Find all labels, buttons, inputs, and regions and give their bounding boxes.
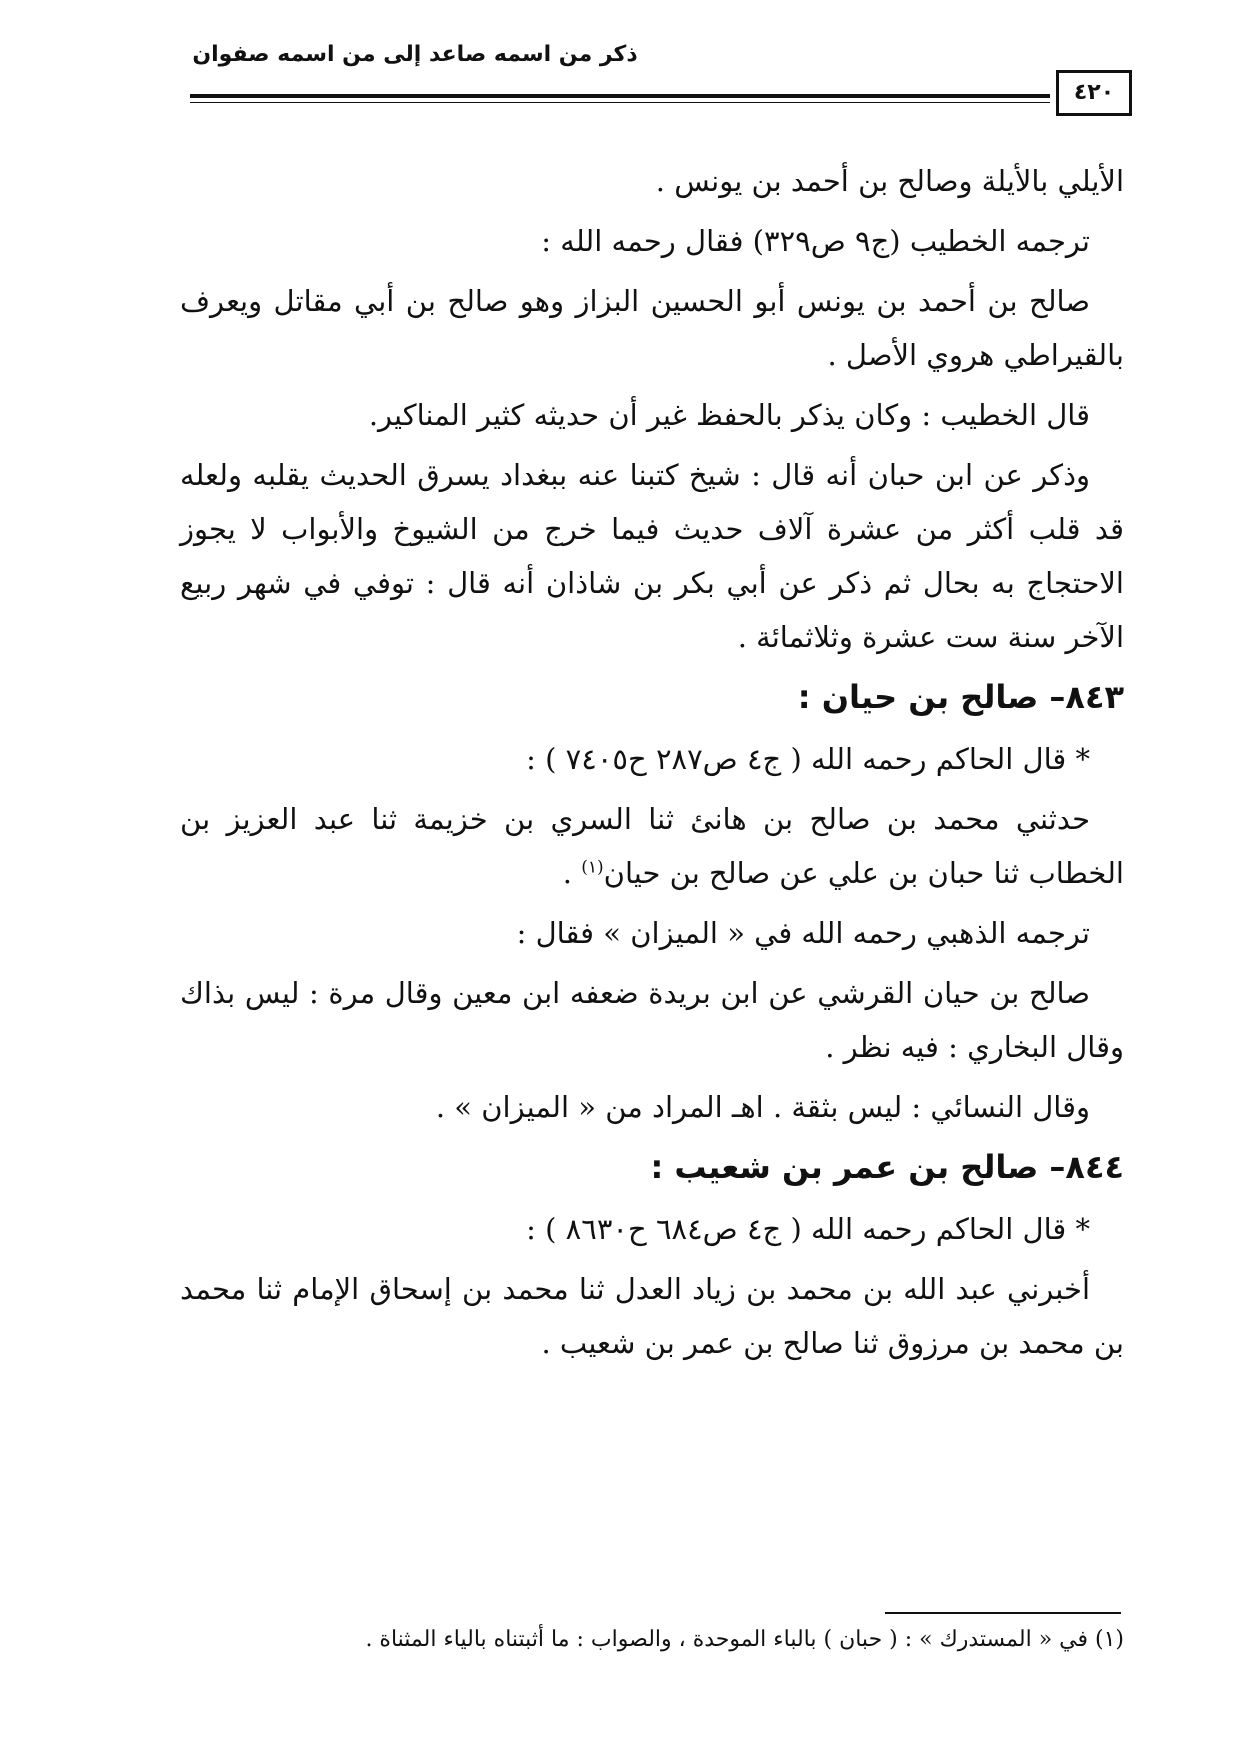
footnote-marker: (١) (581, 857, 604, 878)
paragraph: وقال النسائي : ليس بثقة . اهـ المراد من « الميزان » . (435, 1090, 1090, 1124)
main-text (180, 154, 1124, 1376)
paragraph: وذكر عن ابن حبان أنه قال : شيخ كتبنا عنه ببغداد يسرق الحديث يقلبه ولعله قد قلب أكثر من عشرة آلاف حديث فيما خرج من الشيوخ والأبواب لا يجوز الاحتجاج به بحال ثم ذكر عن أبي بكر بن شاذان أنه قال : توفي في شهر ربيع الآخر سنة ست عشرة وثلاثمائة . (180, 458, 1124, 654)
footnote-separator (885, 1612, 1121, 1614)
paragraph: قال الخطيب : وكان يذكر بالحفظ غير أن حديثه كثير المناكير. (368, 398, 1090, 432)
paragraph: الأيلي بالأيلة وصالح بن أحمد بن يونس . (655, 164, 1124, 198)
source-citation: * قال الحاكم رحمه الله ( ج٤ ص٢٨٧ ح٧٤٠٥ ) : (526, 742, 1090, 776)
header-rule-thin (190, 102, 1050, 103)
source-citation: * قال الحاكم رحمه الله ( ج٤ ص٦٨٤ ح٨٦٣٠ ) : (526, 1212, 1090, 1246)
entry-heading-843: ٨٤٣– صالح بن حيان : (797, 678, 1124, 716)
paragraph: ترجمه الذهبي رحمه الله في « الميزان » فقال : (516, 916, 1090, 950)
entry-heading-844: ٨٤٤– صالح بن عمر بن شعيب : (650, 1148, 1124, 1186)
header-rule-thick (190, 94, 1050, 98)
paragraph (180, 792, 1124, 900)
page-number: ٤٢٠ (1056, 70, 1132, 116)
footnote: (١) في « المستدرك » : ( حبان ) بالباء الموحدة ، والصواب : ما أثبتناه بالياء المثناة . (365, 1627, 1124, 1652)
paragraph: صالح بن أحمد بن يونس أبو الحسين البزاز وهو صالح بن أبي مقاتل ويعرف بالقيراطي هروي الأصل . (180, 284, 1124, 372)
paragraph: صالح بن حيان القرشي عن ابن بريدة ضعفه ابن معين وقال مرة : ليس بذاك وقال البخاري : فيه نظر . (180, 976, 1124, 1064)
sentence-end: . (562, 856, 582, 890)
hadith-chain-text: حدثني محمد بن صالح بن هانئ ثنا السري بن خزيمة ثنا عبد العزيز بن الخطاب ثنا حبان بن علي عن صالح بن حيان (180, 802, 1124, 890)
paragraph: أخبرني عبد الله بن محمد بن زياد العدل ثنا محمد بن إسحاق الإمام ثنا محمد بن محمد بن مرزوق ثنا صالح بن عمر بن شعيب . (180, 1272, 1124, 1360)
running-header-title: ذكر من اسمه صاعد إلى من اسمه صفوان (192, 42, 638, 67)
paragraph: ترجمه الخطيب (ج٩ ص٣٢٩) فقال رحمه الله : (541, 224, 1090, 258)
